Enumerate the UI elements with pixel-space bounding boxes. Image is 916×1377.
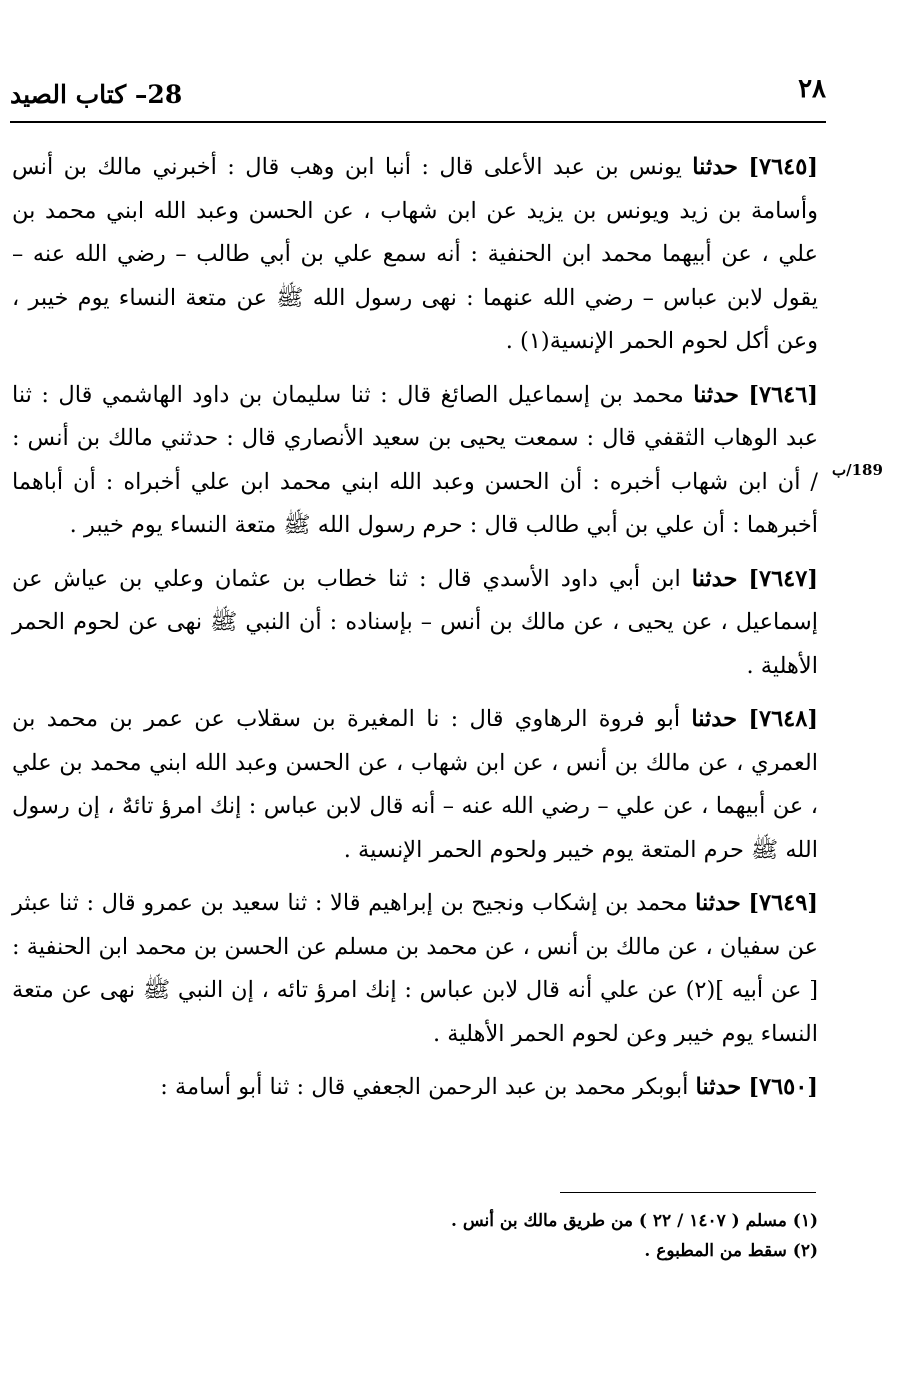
header-rule — [10, 121, 826, 123]
hadith-opening: حدثنا — [691, 565, 738, 592]
hadith-number: [٧٦٤٥] — [748, 154, 818, 180]
footnote-rule — [560, 1192, 816, 1193]
hadith-paragraph — [12, 698, 818, 872]
hadith-opening: حدثنا — [695, 1074, 742, 1100]
hadith-text: يونس بن عبد الأعلى قال : أنبا ابن وهب قال : أخبرني مالك بن أنس وأسامة بن زيد ويونس بن يزيد عن ابن شهاب ، عن الحسن وعبد الله ابني محمد بن علي ، عن أبيهما محمد ابن الحنفية : أنه سمع علي بن أبي طالب – رضي الله عنه – يقول لابن عباس – رضي الله عنهما : نهى رسول الله ﷺ عن متعة النساء يوم خيبر ، وعن أكل لحوم الحمر الإنسية(١) . — [12, 154, 818, 354]
page-body — [12, 146, 818, 1120]
hadith-text: أبو فروة الرهاوي قال : نا المغيرة بن سقلاب عن عمر بن محمد بن العمري ، عن مالك بن أنس ، عن ابن شهاب ، عن الحسن وعبد الله ابني محمد بن علي ، عن أبيهما ، عن علي – رضي الله عنه – أنه قال لابن عباس : إنك امرؤ تائهٌ ، إن رسول الله ﷺ حرم المتعة يوم خيبر ولحوم الحمر الإنسية . — [12, 706, 818, 863]
hadith-number: [٧٦٥٠] — [748, 1074, 818, 1100]
hadith-text: محمد بن إسماعيل الصائغ قال : ثنا سليمان بن داود الهاشمي قال : ثنا عبد الوهاب الثقفي قال : سمعت يحيى بن سعيد الأنصاري قال : حدثني مالك بن أنس : / أن ابن شهاب أخبره : أن الحسن وعبد الله ابني محمد ابن علي أخبراه : أن أباهما أخبرهما : أن علي بن أبي طالب قال : حرم رسول الله ﷺ متعة النساء يوم خيبر . — [12, 381, 818, 538]
hadith-number: [٧٦٤٨] — [748, 706, 818, 732]
footnote-2: (٢) سقط من المطبوع . — [644, 1241, 818, 1261]
page-header — [10, 72, 826, 120]
hadith-opening: حدثنا — [691, 706, 738, 732]
hadith-text: محمد بن إشكاب ونجيح بن إبراهيم قالا : ثنا سعيد بن عمرو قال : ثنا عبثر عن سفيان ، عن مالك بن أنس ، عن محمد بن مسلم عن الحسن بن محمد ابن الحنفية : [ عن أبيه ](٢) عن علي أنه قال لابن عباس : إنك امرؤ تائه ، إن النبي ﷺ نهى عن متعة النساء يوم خيبر وعن لحوم الحمر الأهلية . — [11, 890, 818, 1047]
hadith-number: [٧٦٤٩] — [748, 890, 818, 916]
hadith-paragraph — [12, 558, 818, 689]
hadith-text: أبوبكر محمد بن عبد الرحمن الجعفي قال : ثنا أبو أسامة : — [160, 1074, 689, 1100]
page-number: ٢٨ — [798, 74, 826, 104]
hadith-number: [٧٦٤٧] — [748, 565, 818, 592]
footnote-1: (١) مسلم ( ١٤٠٧ / ٢٢ ) من طريق مالك بن أنس . — [451, 1211, 818, 1231]
hadith-text: ابن أبي داود الأسدي قال : ثنا خطاب بن عثمان وعلي بن عياش عن إسماعيل ، عن يحيى ، عن مالك بن أنس – بإسناده : أن النبي ﷺ نهى عن لحوم الحمر الأهلية . — [12, 565, 818, 679]
footnotes — [218, 1206, 818, 1266]
margin-note: 189/ب — [832, 461, 883, 479]
hadith-paragraph — [12, 146, 818, 364]
hadith-paragraph — [12, 374, 818, 548]
hadith-paragraph — [12, 882, 818, 1056]
chapter-title: 28– كتاب الصيد — [10, 80, 183, 109]
hadith-opening: حدثنا — [692, 154, 738, 180]
hadith-paragraph — [12, 1066, 818, 1110]
hadith-opening: حدثنا — [693, 381, 739, 408]
hadith-opening: حدثنا — [695, 890, 741, 916]
hadith-number: [٧٦٤٦] — [748, 381, 819, 408]
